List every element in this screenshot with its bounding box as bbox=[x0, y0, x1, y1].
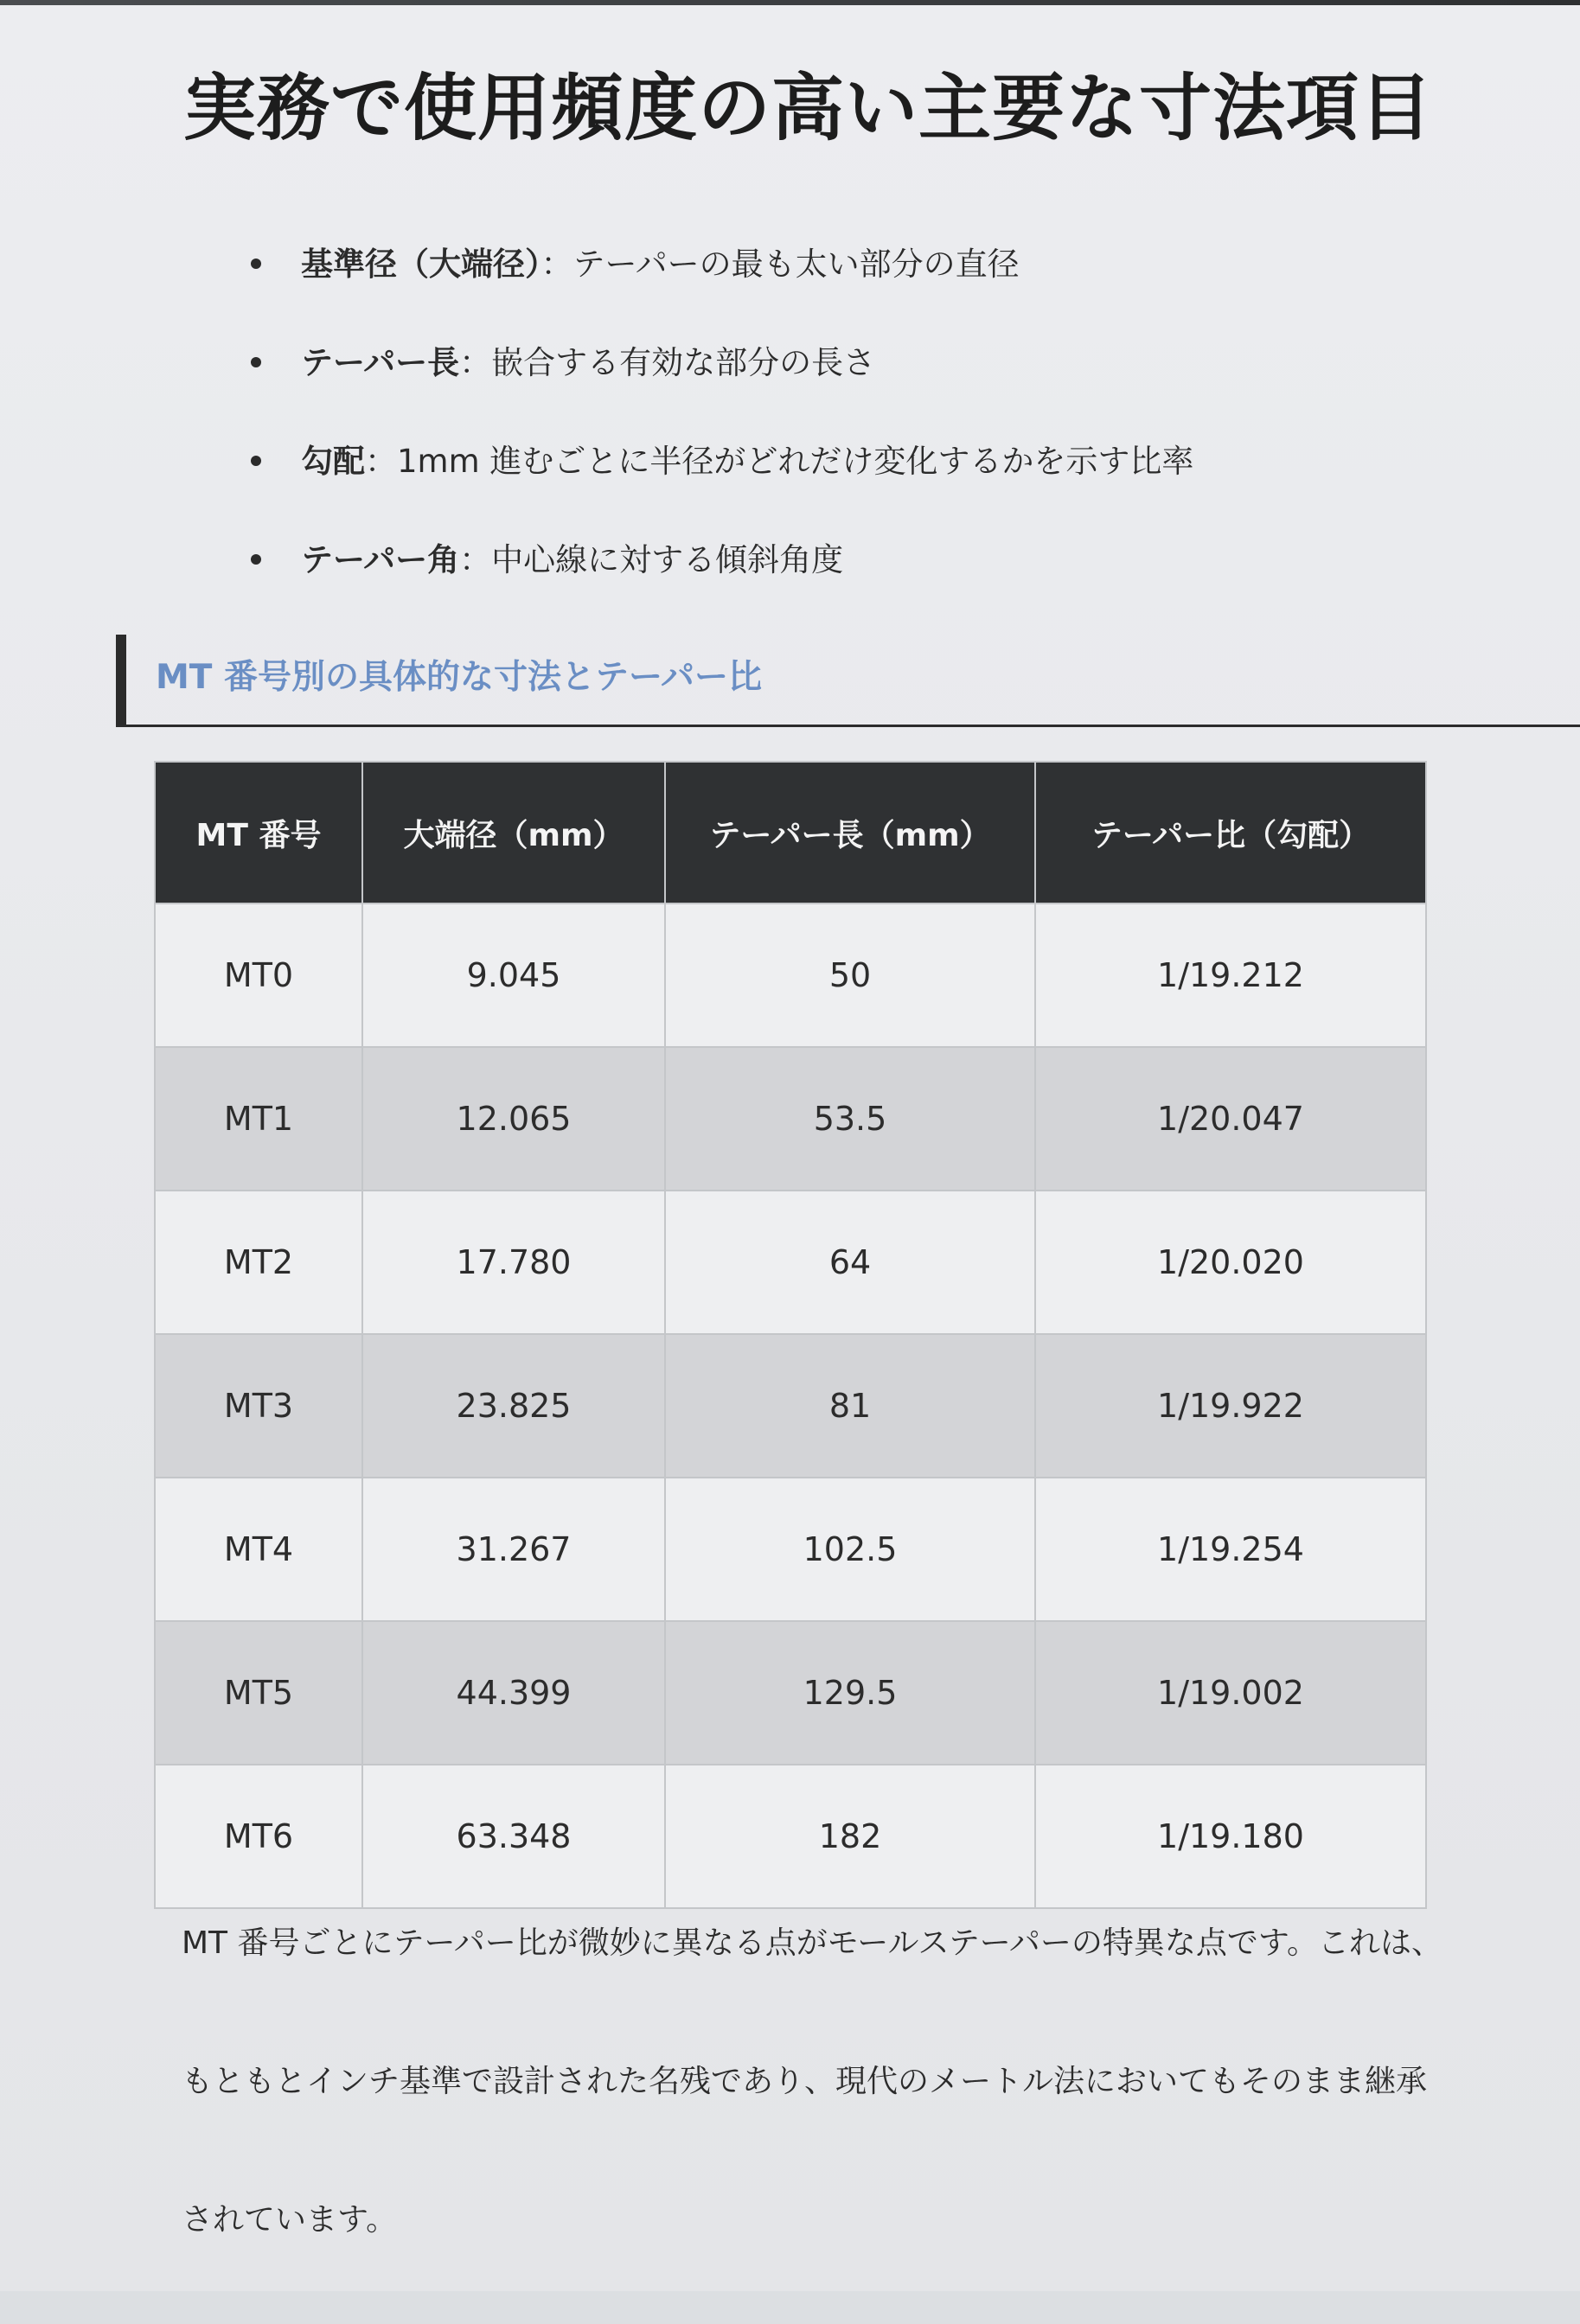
table-row bbox=[155, 1191, 1426, 1334]
cell-large-end-diameter: 17.780 bbox=[362, 1191, 665, 1334]
cell-large-end-diameter: 12.065 bbox=[362, 1047, 665, 1191]
cell-large-end-diameter: 9.045 bbox=[362, 903, 665, 1047]
cell-mt-number: MT5 bbox=[155, 1621, 362, 1765]
cell-taper-ratio: 1/19.254 bbox=[1035, 1478, 1426, 1621]
cell-mt-number: MT2 bbox=[155, 1191, 362, 1334]
list-item bbox=[251, 330, 1375, 429]
cell-mt-number: MT3 bbox=[155, 1334, 362, 1478]
cell-mt-number: MT0 bbox=[155, 903, 362, 1047]
item-term: テーパー長 bbox=[301, 344, 460, 381]
item-term: 基準径（大端径） bbox=[301, 246, 541, 283]
item-description: ：テーパーの最も太い部分の直径 bbox=[541, 246, 1020, 283]
table-header-row bbox=[155, 762, 1426, 903]
table-row bbox=[155, 1478, 1426, 1621]
list-item bbox=[251, 429, 1375, 527]
cell-taper-ratio: 1/19.180 bbox=[1035, 1765, 1426, 1908]
cell-taper-ratio: 1/19.922 bbox=[1035, 1334, 1426, 1478]
bullet-icon bbox=[251, 357, 261, 367]
item-description: ：嵌合する有効な部分の長さ bbox=[459, 344, 876, 381]
note-line: MT 番号ごとにテーパー比が微妙に異なる点がモールステーパーの特異な点です。これは、 bbox=[182, 1925, 1443, 1961]
item-description: ：中心線に対する傾斜角度 bbox=[459, 541, 844, 578]
document-page bbox=[0, 5, 1580, 2291]
bullet-icon bbox=[251, 456, 261, 466]
table-row bbox=[155, 1047, 1426, 1191]
column-header-large-end-diameter: 大端径（mm） bbox=[362, 762, 665, 903]
dimension-items-list bbox=[251, 232, 1375, 626]
cell-taper-length: 64 bbox=[665, 1191, 1035, 1334]
cell-taper-ratio: 1/20.020 bbox=[1035, 1191, 1426, 1334]
page-title: 実務で使用頻度の高い主要な寸法項目 bbox=[183, 66, 1434, 150]
column-header-mt-number: MT 番号 bbox=[155, 762, 362, 903]
cell-taper-length: 53.5 bbox=[665, 1047, 1035, 1191]
item-term: 勾配 bbox=[301, 443, 365, 480]
section-accent-bar bbox=[116, 635, 126, 725]
column-header-taper-ratio: テーパー比（勾配） bbox=[1035, 762, 1426, 903]
cell-taper-length: 182 bbox=[665, 1765, 1035, 1908]
list-item bbox=[251, 527, 1375, 626]
cell-mt-number: MT4 bbox=[155, 1478, 362, 1621]
table-row bbox=[155, 903, 1426, 1047]
cell-taper-length: 129.5 bbox=[665, 1621, 1035, 1765]
section-heading: MT 番号別の具体的な寸法とテーパー比 bbox=[156, 658, 763, 697]
item-description: ：1mm 進むごとに半径がどれだけ変化するかを示す比率 bbox=[365, 443, 1194, 480]
column-header-taper-length: テーパー長（mm） bbox=[665, 762, 1035, 903]
bullet-icon bbox=[251, 259, 261, 269]
table-row bbox=[155, 1765, 1426, 1908]
cell-large-end-diameter: 31.267 bbox=[362, 1478, 665, 1621]
note-line: されています。 bbox=[182, 2202, 398, 2238]
cell-large-end-diameter: 44.399 bbox=[362, 1621, 665, 1765]
item-term: テーパー角 bbox=[301, 541, 460, 578]
section-header bbox=[116, 635, 1580, 727]
cell-taper-length: 50 bbox=[665, 903, 1035, 1047]
cell-taper-ratio: 1/20.047 bbox=[1035, 1047, 1426, 1191]
cell-taper-length: 102.5 bbox=[665, 1478, 1035, 1621]
table-row bbox=[155, 1621, 1426, 1765]
cell-large-end-diameter: 23.825 bbox=[362, 1334, 665, 1478]
cell-large-end-diameter: 63.348 bbox=[362, 1765, 665, 1908]
cell-mt-number: MT6 bbox=[155, 1765, 362, 1908]
cell-taper-ratio: 1/19.002 bbox=[1035, 1621, 1426, 1765]
note-line: もともとインチ基準で設計された名残であり、現代のメートル法においてもそのまま継承 bbox=[182, 2064, 1428, 2099]
cell-taper-length: 81 bbox=[665, 1334, 1035, 1478]
table-row bbox=[155, 1334, 1426, 1478]
morse-taper-table bbox=[154, 761, 1427, 1909]
bullet-icon bbox=[251, 554, 261, 565]
cell-taper-ratio: 1/19.212 bbox=[1035, 903, 1426, 1047]
cell-mt-number: MT1 bbox=[155, 1047, 362, 1191]
list-item bbox=[251, 232, 1375, 330]
explanatory-note bbox=[182, 1909, 1443, 2324]
